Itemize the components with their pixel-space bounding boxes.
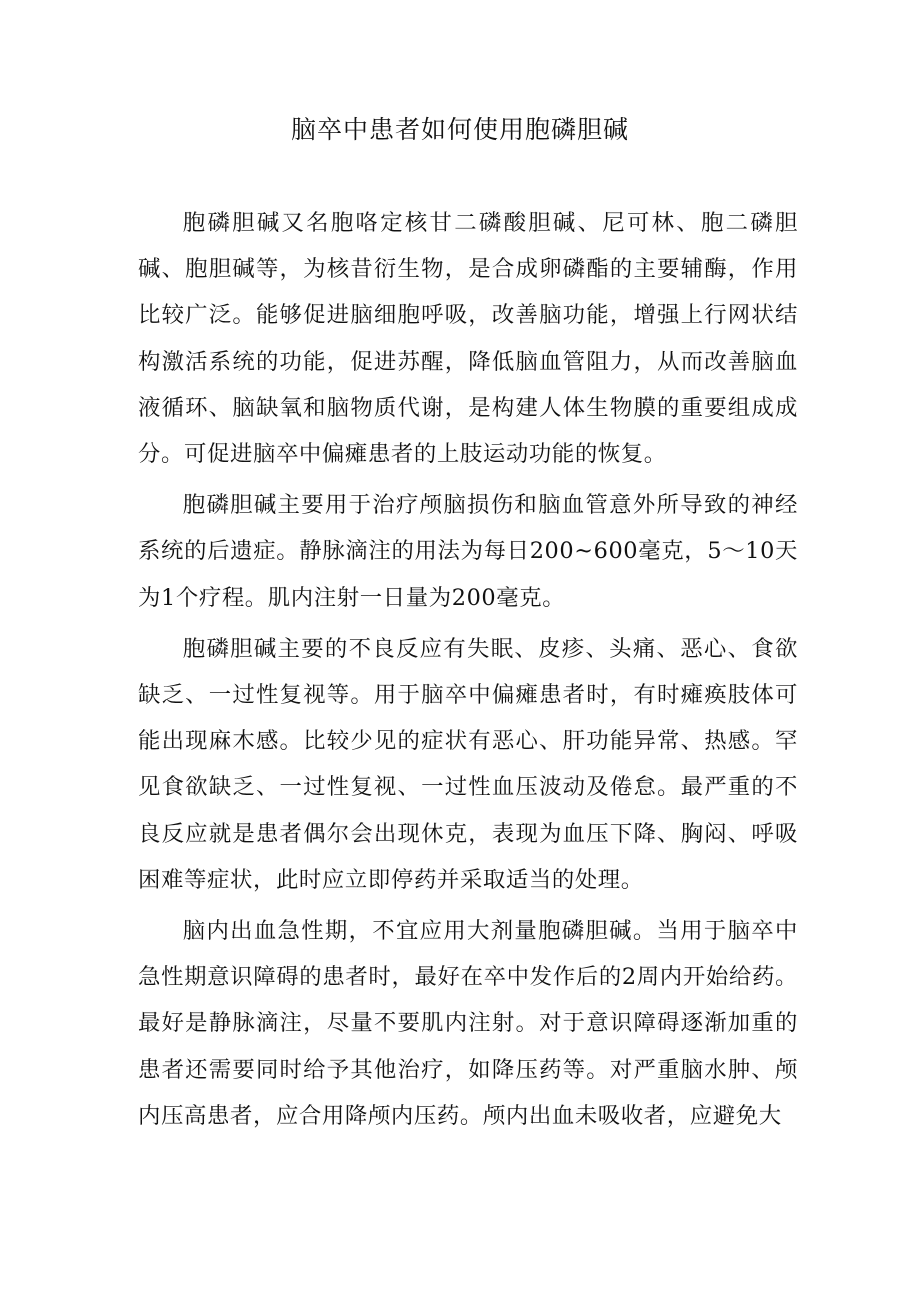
document-title: 脑卒中患者如何使用胞磷胆碱 — [290, 115, 629, 144]
paragraph-precautions: 脑内出血急性期，不宜应用大剂量胞磷胆碱。当用于脑卒中急性期意识障碍的患者时，最好在卒中发作后的2周内开始给药。最好是静脉滴注，尽量不要肌内注射。对于意识障碍逐渐加重的患者还需要同时给予其他治疗，如降压药等。对严重脑水肿、颅内压高患者，应合用降颅内压药。颅内出血未吸收者，应避免大 — [138, 918, 798, 1129]
document-body — [138, 200, 798, 1144]
paragraph-intro: 胞磷胆碱又名胞咯定核甘二磷酸胆碱、尼可林、胞二磷胆碱、胞胆碱等，为核昔衍生物，是合成卵磷酯的主要辅酶，作用比较广泛。能够促进脑细胞呼吸，改善脑功能，增强上行网状结构激活系统的功能，促进苏醒，降低脑血管阻力，从而改善脑血液循环、脑缺氧和脑物质代谢，是构建人体生物膜的重要组成成分。可促进脑卒中偏瘫患者的上肢运动功能的恢复。 — [138, 210, 798, 468]
paragraph-usage: 胞磷胆碱主要用于治疗颅脑损伤和脑血管意外所导致的神经系统的后遗症。静脉滴注的用法为每日200~600毫克，5～10天为1个疗程。肌内注射一日量为200毫克。 — [138, 492, 798, 611]
paragraph-adverse-reactions: 胞磷胆碱主要的不良反应有失眠、皮疹、头痛、恶心、食欲缺乏、一过性复视等。用于脑卒中偏瘫患者时，有时瘫痪肢体可能出现麻木感。比较少见的症状有恶心、肝功能异常、热感。罕见食欲缺乏、一过性复视、一过性血压波动及倦怠。最严重的不良反应就是患者偶尔会出现休克，表现为血压下降、胸闷、呼吸困难等症状，此时应立即停药并采取适当的处理。 — [138, 635, 798, 893]
